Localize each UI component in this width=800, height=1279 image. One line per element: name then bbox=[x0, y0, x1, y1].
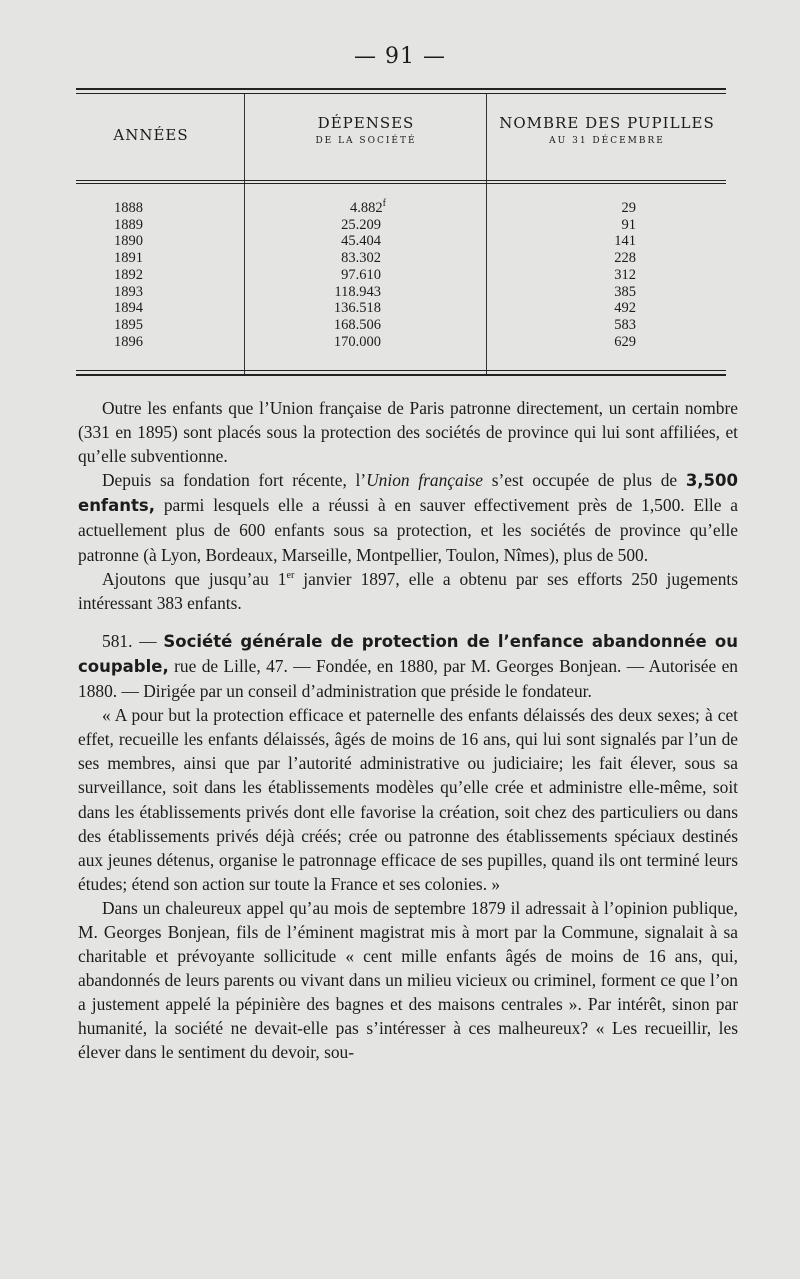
pupils-column bbox=[496, 200, 636, 350]
table-cell-pupils: 228 bbox=[614, 250, 636, 267]
column-divider-1 bbox=[244, 94, 245, 374]
table-cell-year: 1896 bbox=[114, 333, 143, 350]
table-cell-pupils: 141 bbox=[614, 233, 636, 250]
table-cell-year: 1892 bbox=[114, 266, 143, 283]
franc-suffix: f bbox=[382, 198, 386, 210]
p2-text-a: Depuis sa fondation fort récente, l’ bbox=[102, 470, 367, 491]
table-cell-pupils: 385 bbox=[614, 283, 636, 300]
table-cell-expenses: 83.302 bbox=[341, 250, 381, 267]
table-cell-pupils: 629 bbox=[614, 333, 636, 350]
statistics-table bbox=[76, 88, 726, 378]
p2-text-b: s’est occupée de plus de bbox=[483, 470, 686, 491]
table-cell-expenses: 97.610 bbox=[341, 266, 381, 283]
table-bottom-rule-thick bbox=[76, 374, 726, 376]
society-name: Société générale de protection de l’enfance abandonnée ou coupable, bbox=[78, 631, 738, 676]
entry-number: 581. — bbox=[102, 630, 164, 651]
p3-text-a: Ajoutons que jusqu’au 1 bbox=[102, 568, 287, 589]
table-cell-pupils: 492 bbox=[614, 300, 636, 317]
p3-sup: er bbox=[286, 569, 295, 581]
table-cell-expenses: 136.518 bbox=[333, 300, 381, 317]
table-top-rule bbox=[76, 88, 726, 90]
paragraph-purpose: « A pour but la protection efficace et paternelle des enfants délaissés des deux sexes; à cet effet, recueille les enfants délaissés, âgés de moins de 16 ans, qui lui sont signalés par l’un de ses membres, ainsi que par l’autorité administrative ou judiciaire; les fait élever, sous sa surveillance, soit dans les établissements modèles qu’elle crée et administre elle-même, soit dans les établissements privés dont elle favorise la création, soit chez des particuliers ou dans des établissements privés déjà créés; crée ou patronne des établissements spéciaux destinés aux jeunes détenus, organise le patronnage efficace de ses pupilles, quand ils ont terminé leurs études; étend son action sur toute la France et ses colonies. » bbox=[78, 705, 738, 894]
header-expenses-sub: DE LA SOCIÉTÉ bbox=[315, 136, 417, 146]
table-cell-pupils: 29 bbox=[621, 200, 636, 216]
table-cell-expenses: 4.882$^f$ bbox=[350, 198, 386, 216]
table-cell-year: 1890 bbox=[114, 233, 143, 250]
table-cell-year: 1893 bbox=[114, 283, 143, 300]
p2-italic: Union française bbox=[366, 470, 484, 491]
table-cell-expenses: 118.943 bbox=[334, 283, 381, 300]
table-cell-expenses: 45.404 bbox=[341, 233, 381, 250]
paragraph-society-entry bbox=[78, 629, 738, 703]
entry-details: rue de Lille, 47. — Fondée, en 1880, par M. Georges Bonjean. — Autorisée en 1880. — Dirigée par un conseil d’administration que préside le fondateur. bbox=[78, 655, 738, 702]
table-cell-year: 1895 bbox=[114, 316, 143, 333]
section-gap bbox=[78, 615, 738, 629]
table-cell-expenses: 170.000 bbox=[333, 333, 381, 350]
p3-text-b: janvier 1897, elle a obtenu par ses efforts 250 jugements intéressant 383 enfants. bbox=[78, 568, 739, 613]
header-bottom-rule-2 bbox=[76, 183, 726, 184]
p2-bold: 3,500 enfants, bbox=[78, 471, 739, 516]
paragraph-appeal: Dans un chaleureux appel qu’au mois de septembre 1879 il adressait à l’opinion publique, M. Georges Bonjean, fils de l’éminent magistrat mis à mort par la Commune, signalait à sa charitable et prévoyante sollicitude « cent mille enfants âgés de moins de 16 ans, qui, abandonnés de leurs parents ou vivant dans un milieu vicieux ou criminel, forment ce que l’on a justement appelé la pépinière des bagnes et des maisons centrales ». Par intérêt, sinon par humanité, la société ne devait-elle pas s’intéresser à ces malheureux? « Les recueillir, les élever dans le sentiment du devoir, sou- bbox=[78, 897, 738, 1063]
header-expenses bbox=[246, 114, 486, 146]
table-cell-expenses: 25.209 bbox=[341, 216, 381, 233]
years-column bbox=[114, 200, 184, 350]
table-bottom-rule bbox=[76, 370, 726, 371]
column-divider-2 bbox=[486, 94, 487, 374]
header-bottom-rule bbox=[76, 180, 726, 181]
p2-text-c: parmi lesquels elle a réussi à en sauver effectivement près de 1,500. Elle a actuellement plus de 600 enfants sous sa protection, et les sociétés de province qu’elle patronne (à Lyon, Bordeaux, Marseille, Montpellier, Toulon, Nîmes), plus de 500. bbox=[78, 495, 738, 565]
paragraph-affiliates: Outre les enfants que l’Union française de Paris patronne directement, un certain nombre (331 en 1895) sont placés sous la protection des sociétés de province qui lui sont affiliées, et qu’elle subventionne. bbox=[78, 398, 738, 467]
paragraph-foundation bbox=[78, 468, 738, 566]
table-top-rule-thin bbox=[76, 93, 726, 94]
header-pupils bbox=[488, 114, 726, 146]
table-cell-pupils: 583 bbox=[614, 316, 636, 333]
page-number: — 91 — bbox=[354, 44, 446, 69]
table-cell-pupils: 91 bbox=[621, 216, 636, 233]
expenses-column bbox=[256, 200, 386, 350]
body-text bbox=[78, 396, 738, 1065]
header-pupils-sub: AU 31 DÉCEMBRE bbox=[549, 136, 665, 146]
table-cell-year: 1889 bbox=[114, 216, 143, 233]
header-expenses-label: DÉPENSES bbox=[317, 114, 415, 132]
table-cell-year: 1888 bbox=[114, 200, 143, 216]
header-years: ANNÉES bbox=[113, 126, 189, 144]
table-cell-expenses: 168.506 bbox=[333, 316, 381, 333]
table-cell-pupils: 312 bbox=[614, 266, 636, 283]
header-pupils-label: NOMBRE DES PUPILLES bbox=[499, 114, 715, 132]
table-cell-year: 1891 bbox=[114, 250, 143, 267]
paragraph-judgments bbox=[78, 567, 738, 615]
table-cell-year: 1894 bbox=[114, 300, 143, 317]
